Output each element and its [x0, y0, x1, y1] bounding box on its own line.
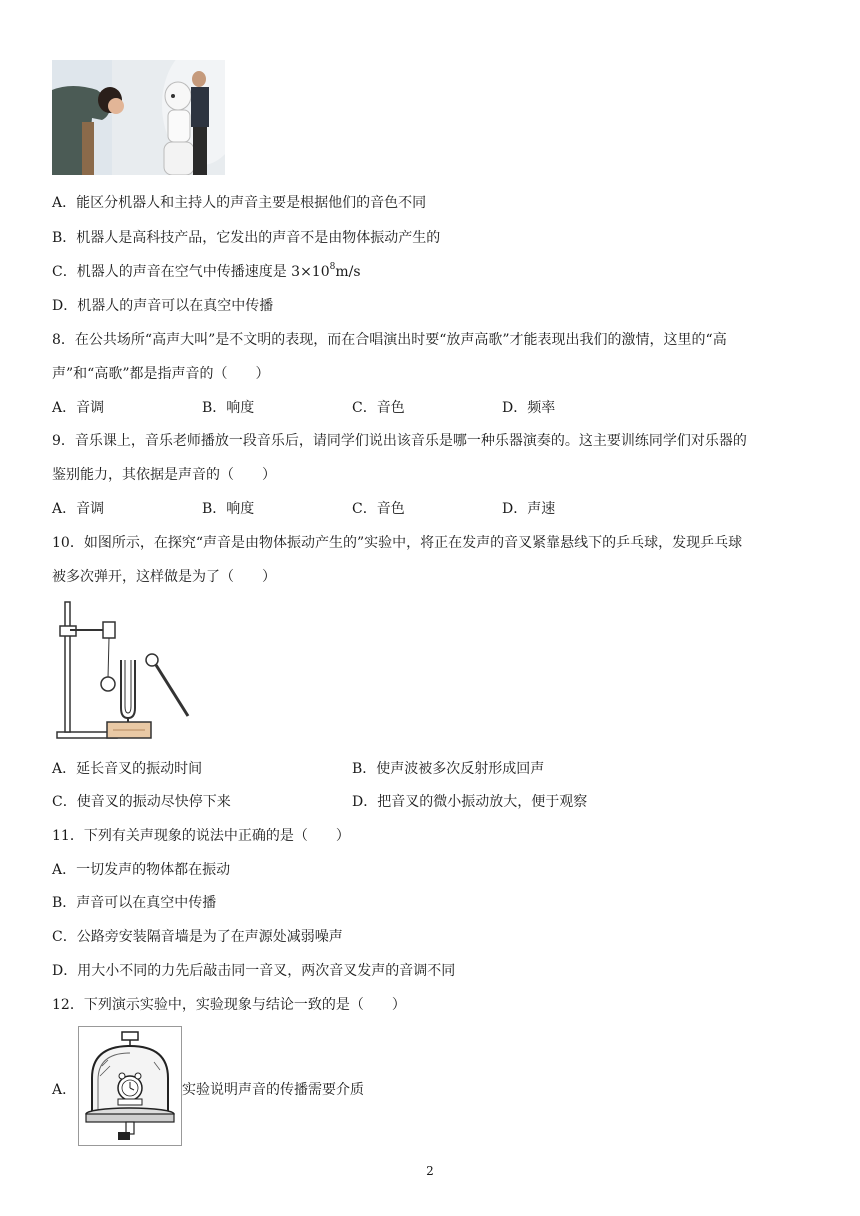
q11-option-a: A．一切发声的物体都在振动: [52, 862, 231, 878]
robot-host-photo: [52, 60, 225, 175]
q8-option-c: C．音色: [352, 400, 405, 416]
q8-stem-line1: 8．在公共场所“高声大叫”是不文明的表现，而在合唱演出时要“放声高歌”才能表现出我们的激情，这里的“高: [52, 332, 727, 348]
q10-stem-line2: 被多次弹开，这样做是为了（ ）: [52, 569, 276, 585]
q8-option-d: D．频率: [502, 400, 556, 416]
q8-option-b: B．响度: [202, 400, 255, 416]
q9-option-a: A．音调: [52, 501, 105, 517]
q11-option-d: D．用大小不同的力先后敲击同一音叉，两次音叉发声的音调不同: [52, 963, 456, 979]
q11-option-c: C．公路旁安装隔音墙是为了在声源处减弱噪声: [52, 929, 343, 945]
q7-option-c: C．机器人的声音在空气中传播速度是 $3\times 10^8m/s$: [52, 262, 361, 280]
q7-option-d: D．机器人的声音可以在真空中传播: [52, 298, 274, 314]
q9-stem-line1: 9．音乐课上，音乐老师播放一段音乐后，请同学们说出该音乐是哪一种乐器演奏的。这主要训练同学们对乐器的: [52, 433, 747, 449]
q12-option-a-text: 实验说明声音的传播需要介质: [182, 1082, 364, 1098]
q10-option-d: D．把音叉的微小振动放大，便于观察: [352, 794, 588, 810]
bell-jar-experiment-figure: [78, 1026, 182, 1146]
page-number: 2: [426, 1164, 434, 1178]
q9-option-b: B．响度: [202, 501, 255, 517]
q11-option-b: B．声音可以在真空中传播: [52, 895, 217, 911]
q9-option-c: C．音色: [352, 501, 405, 517]
q11-stem: 11．下列有关声现象的说法中正确的是（ ）: [52, 828, 350, 844]
tuning-fork-apparatus-figure: [55, 598, 195, 743]
q9-option-d: D．声速: [502, 501, 556, 517]
q8-option-a: A．音调: [52, 400, 105, 416]
q10-stem-line1: 10．如图所示，在探究“声音是由物体振动产生的”实验中，将正在发声的音叉紧靠悬线下的乒乓球，发现乒乓球: [52, 535, 743, 551]
q9-stem-line2: 鉴别能力，其依据是声音的（ ）: [52, 467, 276, 483]
q10-option-a: A．延长音叉的振动时间: [52, 761, 203, 777]
q10-option-b: B．使声波被多次反射形成回声: [352, 761, 545, 777]
q7-option-a: A．能区分机器人和主持人的声音主要是根据他们的音色不同: [52, 195, 427, 211]
q12-stem: 12．下列演示实验中，实验现象与结论一致的是（ ）: [52, 997, 406, 1013]
q8-stem-line2: 声”和“高歌”都是指声音的（ ）: [52, 366, 270, 382]
q7-option-b: B．机器人是高科技产品，它发出的声音不是由物体振动产生的: [52, 230, 441, 246]
q10-option-c: C．使音叉的振动尽快停下来: [52, 794, 231, 810]
q12-option-a-label: A．: [52, 1082, 77, 1098]
